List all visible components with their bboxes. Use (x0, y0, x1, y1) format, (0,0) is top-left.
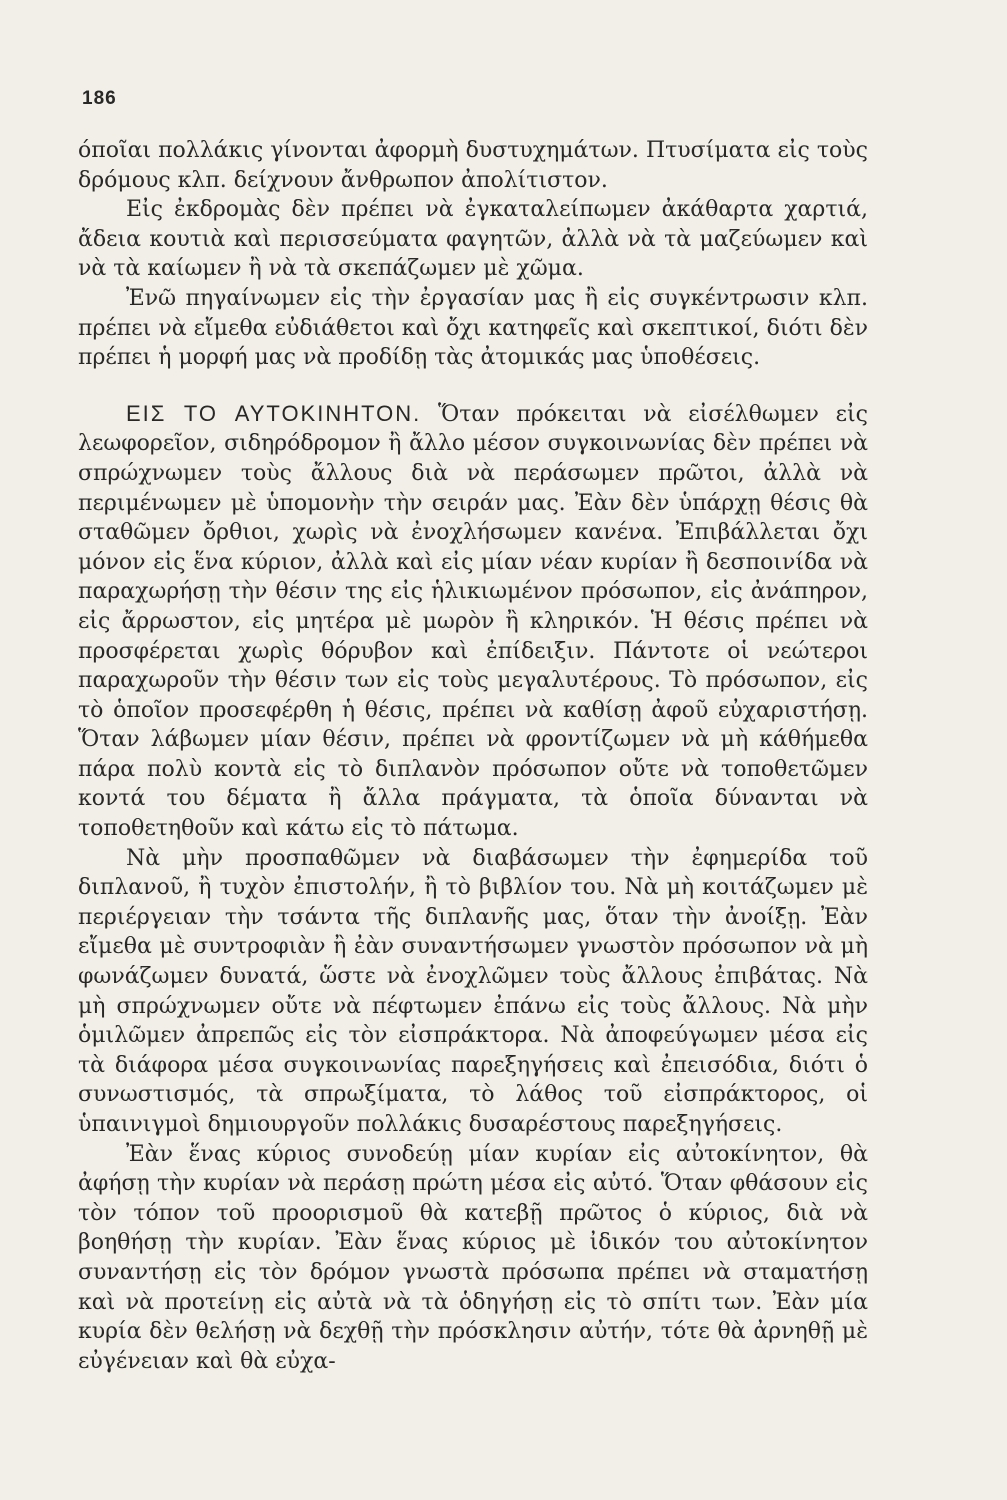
paragraph-4: Νὰ μὴν προσπαθῶμεν νὰ διαβάσωμεν τὴν ἐφημερίδα τοῦ διπλανοῦ, ἢ τυχὸν ἐπιστολήν, ἢ τὸ βιβλίον του. Νὰ μὴ κοιτάζωμεν μὲ περιέργειαν τὴν τσάντα τῆς διπλανῆς μας, ὅταν τὴν ἀνοίξῃ. Ἐὰν εἴμεθα μὲ συντροφιὰν ἢ ἐὰν συναντήσωμεν γνωστὸν πρόσωπον νὰ μὴ φωνάζωμεν δυνατά, ὥστε νὰ ἐνοχλῶμεν τοὺς ἄλλους ἐπιβάτας. Νὰ μὴ σπρώχνωμεν οὔτε νὰ πέφτωμεν ἐπάνω εἰς τοὺς ἄλλους. Νὰ μὴν ὁμιλῶμεν ἀπρεπῶς εἰς τὸν εἰσπράκτορα. Νὰ ἀποφεύγωμεν μέσα εἰς τὰ διάφορα μέσα συγκοινωνίας παρεξηγήσεις καὶ ἐπεισόδια, διότι ὁ συνωστισμός, τὰ σπρωξίματα, τὸ λάθος τοῦ εἰσπράκτορος, οἱ ὑπαινιγμοὶ δημιουργοῦν πολλάκις δυσαρέστους παρεξηγήσεις. (78, 845, 868, 1137)
section-spacer (78, 373, 868, 399)
section-title: ΕΙΣ ΤΟ ΑΥΤΟΚΙΝΗΤΟΝ. (126, 400, 422, 426)
section-paragraph (78, 399, 868, 844)
section-body: Ὅταν πρόκειται νὰ εἰσέλθωμεν εἰς λεωφορεῖον, σιδηρόδρομον ἢ ἄλλο μέσον συγκοινωνίας δὲν πρέπει νὰ σπρώχνωμεν τοὺς ἄλλους διὰ νὰ περάσωμεν πρῶτοι, ἀλλὰ νὰ περιμένωμεν μὲ ὑπομονὴν τὴν σειράν μας. Ἐὰν δὲν ὑπάρχῃ θέσις θὰ σταθῶμεν ὄρθιοι, χωρὶς νὰ ἐνοχλήσωμεν κανένα. Ἐπιβάλλεται ὄχι μόνον εἰς ἕνα κύριον, ἀλλὰ καὶ εἰς μίαν νέαν κυρίαν ἢ δεσποινίδα νὰ παραχωρήσῃ τὴν θέσιν της εἰς ἡλικιωμένον πρόσωπον, εἰς ἀνάπηρον, εἰς ἄρρωστον, εἰς μητέρα μὲ μωρὸν ἢ κληρικόν. Ἡ θέσις πρέπει νὰ προσφέρεται χωρὶς θόρυβον καὶ ἐπίδειξιν. Πάντοτε οἱ νεώτεροι παραχωροῦν τὴν θέσιν των εἰς τοὺς μεγαλυτέρους. Τὸ πρόσωπον, εἰς τὸ ὁποῖον προσεφέρθη ἡ θέσις, πρέπει νὰ καθίσῃ ἀφοῦ εὐχαριστήσῃ. Ὅταν λάβωμεν μίαν θέσιν, πρέπει νὰ φροντίζωμεν νὰ μὴ κάθήμεθα πάρα πολὺ κοντὰ εἰς τὸ διπλανὸν πρόσωπον οὔτε νὰ τοποθετῶμεν κοντά του δέματα ἢ ἄλλα πράγματα, τὰ ὁποῖα δύνανται νὰ τοποθετηθοῦν καὶ κάτω εἰς τὸ πάτωμα. (78, 401, 868, 842)
body-text (78, 136, 868, 1376)
paragraph-1: όποῖαι πολλάκις γίνονται ἀφορμὴ δυστυχημάτων. Πτυσίματα εἰς τοὺς δρόμους κλπ. δείχνουν ἄνθρωπον ἀπολίτιστον. (78, 138, 868, 193)
paragraph-2: Εἰς ἐκδρομὰς δὲν πρέπει νὰ ἐγκαταλείπωμεν ἀκάθαρτα χαρτιά, ἄδεια κουτιὰ καὶ περισσεύματα φαγητῶν, ἀλλὰ νὰ τὰ μαζεύωμεν καὶ νὰ τὰ καίωμεν ἢ νὰ τὰ σκεπάζωμεν μὲ χῶμα. (78, 197, 868, 282)
page-number: 186 (82, 88, 117, 109)
paragraph-3: Ἐνῶ πηγαίνωμεν εἰς τὴν ἐργασίαν μας ἢ εἰς συγκέντρωσιν κλπ. πρέπει νὰ εἴμεθα εὐδιάθετοι καὶ ὄχι κατηφεῖς καὶ σκεπτικοί, διότι δὲν πρέπει ἡ μορφή μας νὰ προδίδῃ τὰς ἀτομικάς μας ὑποθέσεις. (78, 285, 868, 371)
paragraph-5: Ἐὰν ἕνας κύριος συνοδεύῃ μίαν κυρίαν εἰς αὐτοκίνητον, θὰ ἀφήσῃ τὴν κυρίαν νὰ περάσῃ πρώτη μέσα εἰς αὐτό. Ὅταν φθάσουν εἰς τὸν τόπον τοῦ προορισμοῦ θὰ κατεβῇ πρῶτος ὁ κύριος, διὰ νὰ βοηθήσῃ τὴν κυρίαν. Ἐὰν ἕνας κύριος μὲ ἰδικόν του αὐτοκίνητον συναντήσῃ εἰς τὸν δρόμον γνωστὰ πρόσωπα πρέπει νὰ σταματήσῃ καὶ νὰ προτείνῃ εἰς αὐτὰ νὰ τὰ ὁδηγήσῃ εἰς τὸ σπίτι των. Ἐὰν μία κυρία δὲν θελήσῃ νὰ δεχθῇ τὴν πρόσκλησιν αὐτήν, τότε θὰ ἀρνηθῇ μὲ εὐγένειαν καὶ θὰ εὐχα- (78, 1141, 868, 1374)
